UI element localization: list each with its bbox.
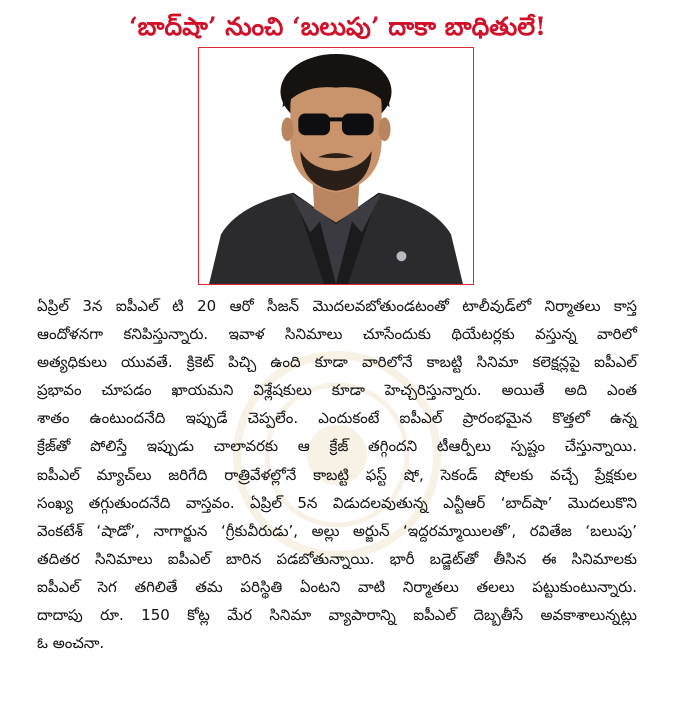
article-line: ఓ అంచనా.	[37, 634, 105, 653]
article-line: అత్యధికులు యువతే. క్రికెట్ పిచ్చి ఉంది కూడా వారిలోనే కాబట్టి సినిమా కలెక్షన్లపై ఐపీఎల్	[37, 353, 637, 372]
article-line: దాదాపు రూ. 150 కోట్ల మేర సినిమా వ్యాపారాన్ని ఐపీఎల్ దెబ్బతీసే అవకాశాలున్నట్లు	[37, 606, 637, 625]
article-line: ఐపీఎల్ మ్యాచ్‌లు జరిగేది రాత్రివేళల్లోనే కాబట్టి ఫస్ట్ షో, సెకండ్ షోలకు వచ్చే ప్రేక్షకుల	[37, 465, 637, 484]
article-line: శాతం ఉంటుందనేది ఇప్పుడే చెప్పలేం. ఎందుకంటే ఐపీఎల్ ప్రారంభమైన కొత్తలో ఉన్న	[37, 409, 637, 428]
article-line: క్రేజ్‌తో పోలిస్తే ఇప్పుడు చాలావరకు ఆ క్రేజ్ తగ్గిందని టీఆర్పీలు స్పష్టం చేస్తున్నాయి.	[37, 437, 637, 456]
article-line: వెంకటేశ్ ‘షాడో’, నాగార్జున ‘గ్రీకువీరుడు’, అల్లు అర్జున్ ‘ఇద్దరమ్మాయిలతో’, రవితేజ ‘బలుపు’	[37, 521, 637, 540]
article-body	[37, 292, 637, 657]
actor-photo	[198, 47, 474, 285]
article-line: తదితర సినిమాలు ఐపీఎల్ బారిన పడబోతున్నాయి. భారీ బడ్జెట్‌తో తీసిన ఈ సినిమాలకు	[37, 549, 637, 568]
article-line: సంఖ్య తగ్గుతుందనేది వాస్తవం. ఏప్రిల్ 5న విడుదలవుతున్న ఎన్టీఆర్ ‘బాద్‌షా’ మొదలుకొని	[37, 493, 637, 512]
article-headline: ‘బాద్‌షా’ నుంచి ‘బలుపు’ దాకా బాధితులే!	[128, 12, 547, 41]
article-line: ప్రభావం చూపడం ఖాయమని విశ్లేషకులు కూడా హెచ్చరిస్తున్నారు. అయితే అది ఎంత	[37, 381, 637, 400]
article-line: ఏప్రిల్ 3న ఐపీఎల్ టి 20 ఆరో సీజన్ మొదలవబోతుండటంతో టాలీవుడ్‌లో నిర్మాతలు కాస్త	[37, 297, 637, 315]
article-line: ఆందోళనగా కనిపిస్తున్నారు. ఇవాళ సినిమాలు చూసేందుకు థియేటర్లకు వస్తున్న వారిలో	[37, 325, 637, 344]
actor-portrait-photo-icon	[199, 48, 473, 284]
article-line: ఐపీఎల్ సెగ తగిలితే తమ పరిస్థితి ఏంటని వాటి నిర్మాతలు తలలు పట్టుకుంటున్నారు.	[37, 577, 637, 596]
